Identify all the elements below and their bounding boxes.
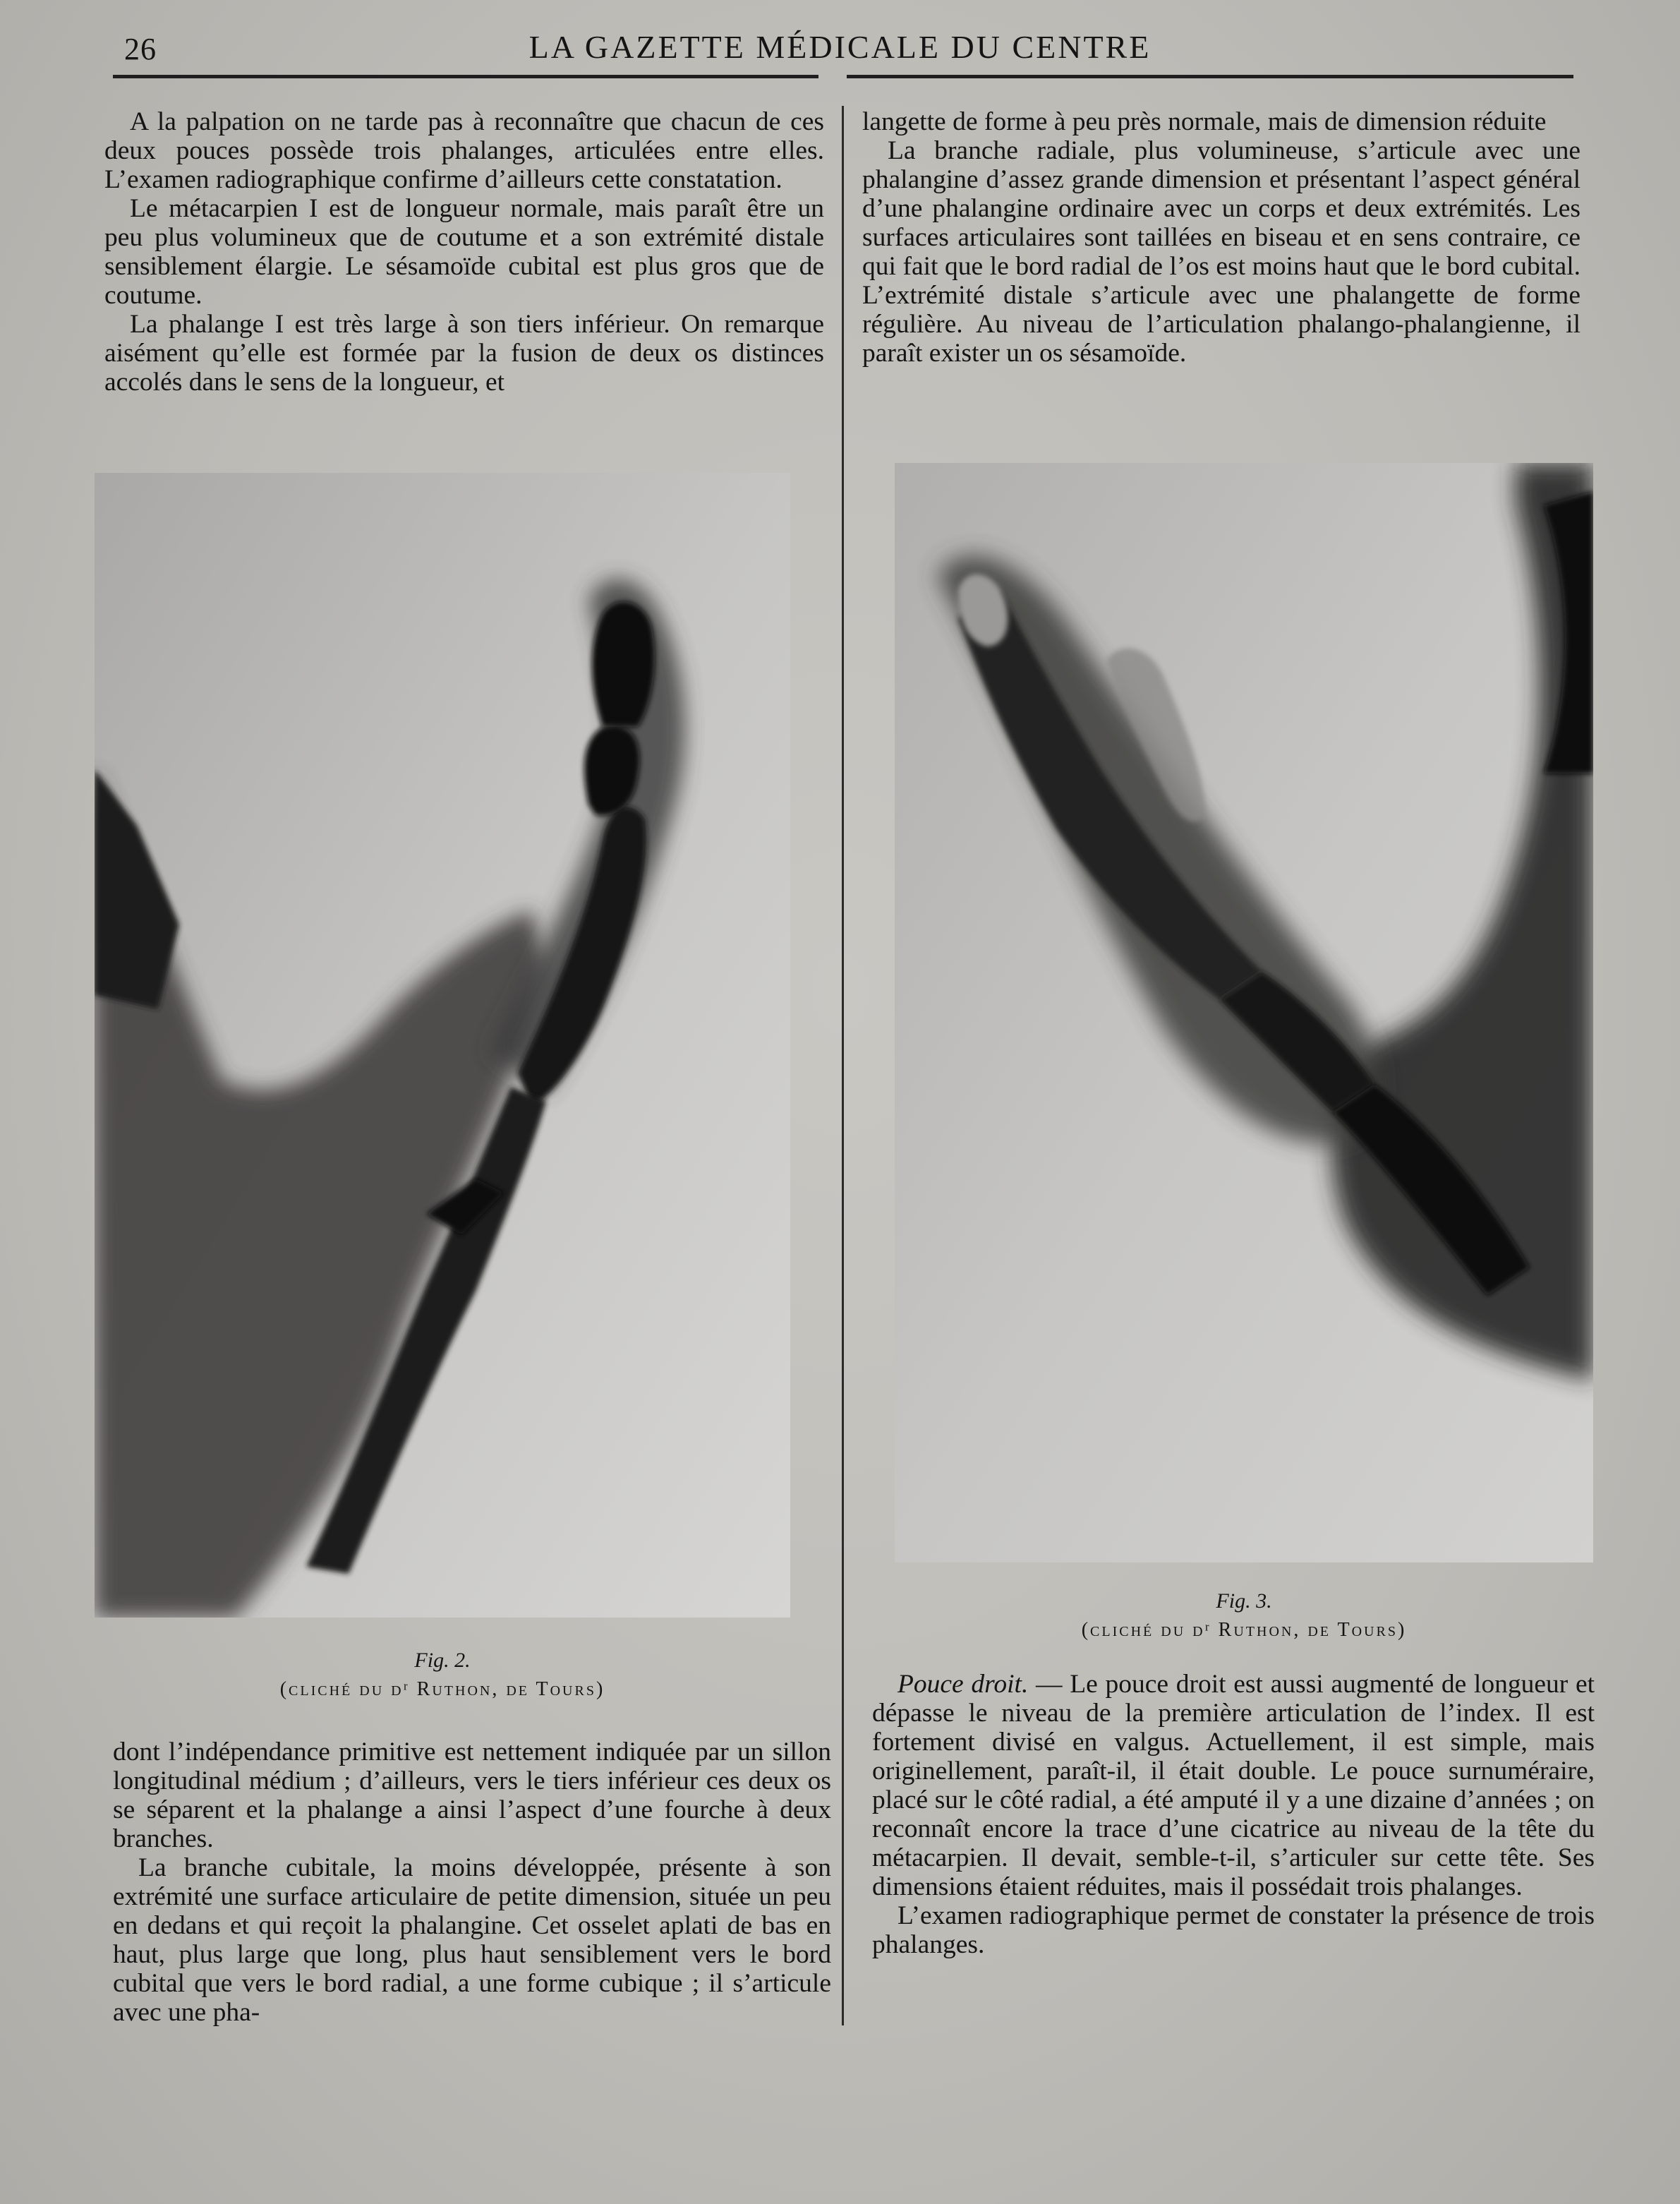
right-column-top <box>862 107 1581 368</box>
figure-3-credit: (cliché du dʳ Ruthon, de Tours) <box>1081 1619 1407 1641</box>
figure-2-credit: (cliché du dʳ Ruthon, de Tours) <box>279 1678 605 1700</box>
radiograph-figure-3 <box>895 463 1593 1562</box>
page-number: 26 <box>124 32 157 66</box>
paragraph: dont l’indépendance primitive est nettement indiquée par un sillon longitudinal médium ; d’ailleurs, vers le tiers inférieur ces deux os se séparent et la phalange a ainsi l’aspect d’une fourche à deux branches. <box>113 1738 831 1853</box>
paragraph: La branche cubitale, la moins développée, présente à son extrémité une surface articulaire de petite dimension, située un peu en dedans et qui reçoit la phalangine. Cet osselet aplati de bas en haut, plus large que long, plus haut sensiblement vers le bord cubital que vers le bord radial, a une forme cubique ; il s’articule avec une pha- <box>113 1853 831 2027</box>
column-divider <box>842 106 844 2025</box>
running-head: LA GAZETTE MÉDICALE DU CENTRE <box>528 29 1152 65</box>
figure-3-label: Fig. 3. <box>1216 1589 1272 1613</box>
paragraph: Le métacarpien I est de longueur normale, mais paraît être un peu plus volumineux que de coutume et a son extrémité distale sensiblement élargie. Le sésamoïde cubital est plus gros que de coutume. <box>104 194 824 310</box>
paragraph: A la palpation on ne tarde pas à reconnaître que chacun de ces deux pouces possède trois phalanges, articulées entre elles. L’examen radiographique confirme d’ailleurs cette constatation. <box>104 107 824 194</box>
radiograph-image-3 <box>895 463 1593 1562</box>
right-column-bottom <box>872 1670 1595 1959</box>
header-rule-left <box>113 75 818 78</box>
figure-2-caption <box>95 1649 790 1701</box>
paragraph-text: — Le pouce droit est aussi augmenté de longueur et dépasse le niveau de la première articulation de l’index. Il est fortement divisé en valgus. Actuellement, il est simple, mais originellement, paraît-il, il était double. Le pouce surnuméraire, placé sur le côté radial, a été amputé il y a une dizaine d’années ; on reconnaît encore la trace d’une cicatrice au niveau de la tête du métacarpien. Il devait, semble-t-il, s’articuler sur cette tête. Ses dimensions étaient réduites, mais il possédait trois phalanges. <box>872 1670 1595 1901</box>
paragraph: La phalange I est très large à son tiers inférieur. On remarque aisément qu’elle est formée par la fusion de deux os distinces accolés dans le sens de la longueur, et <box>104 310 824 397</box>
left-column-top <box>104 107 824 397</box>
paragraph: langette de forme à peu près normale, mais de dimension réduite <box>862 107 1547 136</box>
radiograph-figure-2 <box>95 473 790 1618</box>
figure-2-label: Fig. 2. <box>414 1649 471 1672</box>
header-rule-right <box>847 75 1573 78</box>
section-lead: Pouce droit. <box>898 1670 1029 1699</box>
paragraph <box>872 1670 1595 1901</box>
paragraph: La branche radiale, plus volumineuse, s’articule avec une phalangine d’assez grande dimension et présentant l’aspect général d’une phalangine ordinaire avec un corps et deux extrémités. Les surfaces articulaires sont taillées en biseau et en sens contraire, ce qui fait que le bord radial de l’os est moins haut que le bord cubital. L’extrémité distale s’articule avec une phalangette de forme régulière. Au niveau de l’articulation phalango-phalangienne, il paraît exister un os sésamoïde. <box>862 136 1581 368</box>
paragraph: L’examen radiographique permet de constater la présence de trois phalanges. <box>872 1901 1595 1959</box>
radiograph-image-2 <box>95 473 790 1618</box>
left-column-bottom <box>113 1738 831 2027</box>
figure-3-caption <box>895 1589 1593 1642</box>
